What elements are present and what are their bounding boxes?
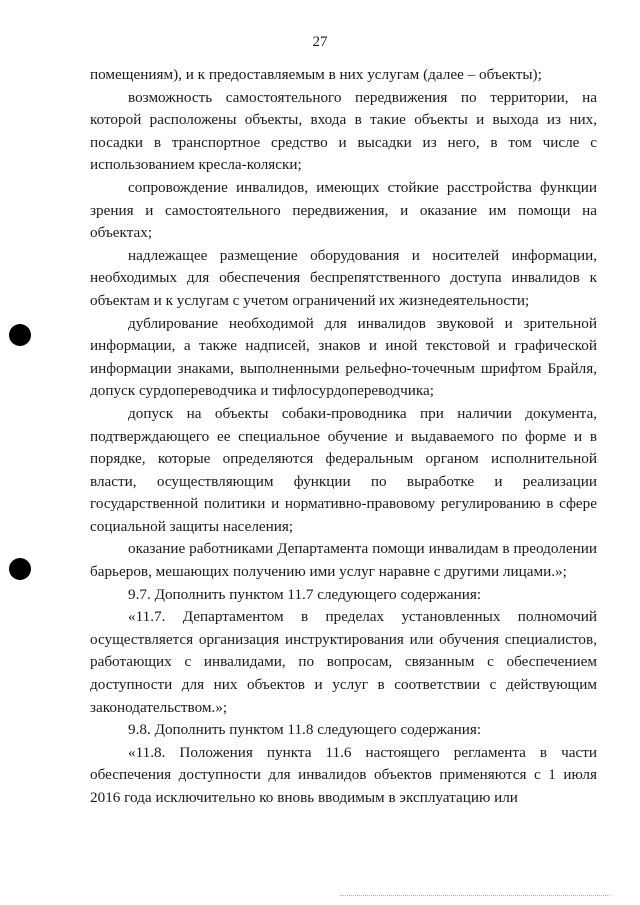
paragraph: возможность самостоятельного передвижения по территории, на которой расположены объекты, входа в такие объекты и выхода из них, посадки в транспортное средство и высадки из него, в том числе с использованием кресла-коляски;	[90, 88, 597, 174]
paragraph: надлежащее размещение оборудования и носителей информации, необходимых для обеспечения беспрепятственного доступа инвалидов к объектам и к услугам с учетом ограничений их жизнедеятельности;	[90, 246, 597, 309]
paragraph: оказание работниками Департамента помощи инвалидам в преодолении барьеров, мешающих получению ими услуг наравне с другими лицами.»;	[90, 540, 597, 581]
paragraph: «11.8. Положения пункта 11.6 настоящего регламента в части обеспечения доступности для инвалидов объектов применяются с 1 июля 2016 года исключительно ко вновь вводимым в эксплуатацию или	[90, 743, 597, 806]
paragraph: сопровождение инвалидов, имеющих стойкие расстройства функции зрения и самостоятельного передвижения, и оказание им помощи на объектах;	[90, 178, 597, 242]
paragraph: допуск на объекты собаки-проводника при наличии документа, подтверждающего ее специальное обучение и выдаваемого по форме и в порядке, которые определяются федеральным органом исполнительной власти, осуществляющим функции по выработке и реализации государственной политики и нормативно-правовому регулированию в сфере социальной защиты населения;	[90, 404, 597, 535]
scan-edge-mark	[340, 895, 610, 896]
paragraph: дублирование необходимой для инвалидов звуковой и зрительной информации, а также надписей, знаков и иной текстовой и графической информации знаками, выполненными рельефно-точечным шрифтом Брайля, допуск сурдопереводчика и тифлосурдопереводчика;	[90, 314, 597, 400]
amendment-heading: 9.7. Дополнить пунктом 11.7 следующего содержания:	[128, 585, 482, 603]
page-number: 27	[312, 34, 328, 50]
punch-hole	[9, 324, 31, 346]
amendment-heading: 9.8. Дополнить пунктом 11.8 следующего содержания:	[128, 721, 482, 739]
paragraph: «11.7. Департаментом в пределах установленных полномочий осуществляется организация инструктирования или обучения специалистов, работающих с инвалидами, по вопросам, связанным с обеспечением доступности для них объектов и услуг в соответствии с действующим законодательством.»;	[90, 608, 597, 716]
body-text	[90, 64, 597, 810]
punch-hole	[9, 558, 31, 580]
paragraph-continuation: помещениям), и к предоставляемым в них услугам (далее – объекты);	[90, 66, 542, 83]
